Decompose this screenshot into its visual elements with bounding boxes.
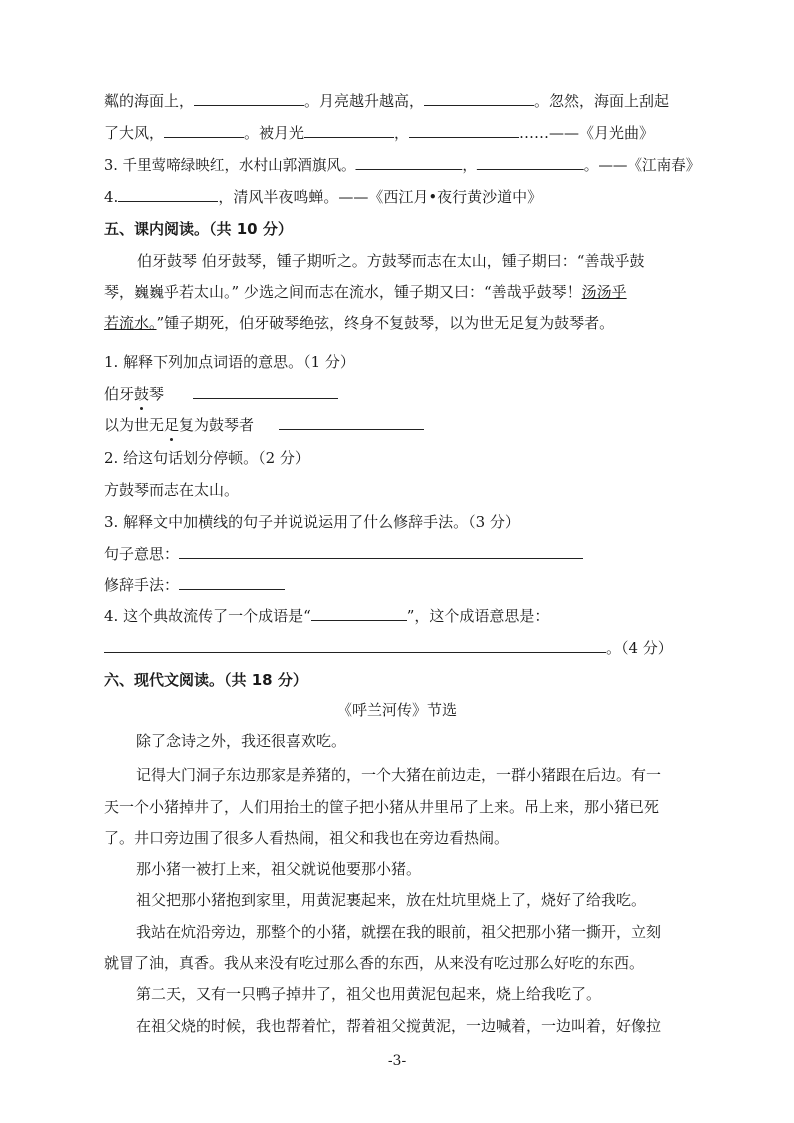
poem-line-3 — [104, 155, 700, 175]
answer-blank[interactable] — [193, 384, 338, 399]
q3-rhetoric — [104, 575, 285, 595]
q2-sentence: 方鼓琴而志在太山。 — [104, 481, 240, 499]
text: ”，这个成语意思是： — [406, 607, 550, 625]
text: 句子意思： — [104, 545, 180, 563]
paragraph-line: 就冒了油，真香。我从来没有吃过那么香的东西，从来没有吃过那么好吃的东西。 — [104, 954, 645, 972]
text: 。月亮越升越高， — [304, 92, 425, 110]
answer-blank[interactable] — [194, 91, 304, 106]
underlined-sentence: 汤汤乎 — [581, 283, 627, 301]
underlined-sentence: 若流水。 — [104, 314, 157, 332]
text: 伯牙 — [104, 385, 135, 403]
text: 。（4 分） — [606, 639, 673, 657]
text: 。被月光 — [244, 124, 305, 142]
text: ，清风半夜鸣蝉。——《西江月•夜行黄沙道中》 — [218, 188, 543, 206]
passage-title: 《呼兰河传》节选 — [336, 701, 457, 719]
passage-line-2 — [104, 282, 627, 302]
passage-line-3 — [104, 313, 614, 333]
section-5-heading: 五、课内阅读。（共 10 分） — [104, 220, 293, 238]
text: 琴 — [149, 385, 165, 403]
q4-answer — [104, 638, 673, 658]
paragraph-line: 那小猪一被打上来，祖父就说他要那小猪。 — [136, 860, 422, 878]
page-number: -3- — [387, 1053, 407, 1069]
answer-blank[interactable] — [179, 575, 285, 590]
section-6-heading: 六、现代文阅读。（共 18 分） — [104, 671, 308, 689]
text: 。——《江南春》 — [583, 156, 701, 174]
answer-blank[interactable] — [179, 544, 583, 559]
text: ”锺子期死，伯牙破琴绝弦，终身不复鼓琴，以为世无足复为鼓琴者。 — [156, 314, 615, 332]
text: 琴，巍巍乎若太山。” 少选之间而志在流水，锺子期又曰：“善哉乎鼓琴！ — [104, 283, 582, 301]
passage-line-1 — [137, 251, 644, 271]
text: ， — [394, 124, 410, 142]
answer-blank[interactable] — [424, 91, 534, 106]
answer-blank[interactable] — [409, 123, 519, 138]
question-3: 3. 解释文中加横线的句子并说说运用了什么修辞手法。（3 分） — [104, 513, 520, 531]
text: ， — [462, 156, 477, 174]
text: 。忽然，海面上刮起 — [534, 92, 670, 110]
text: 4. — [104, 188, 119, 206]
dotted-char: 鼓 — [134, 385, 150, 403]
answer-blank[interactable] — [164, 123, 244, 138]
paragraph-line: 祖父把那小猪抱到家里，用黄泥裹起来，放在灶坑里烧上了，烧好了给我吃。 — [136, 891, 647, 909]
paragraph-line: 在祖父烧的时候，我也帮着忙，帮着祖父搅黄泥，一边喊着，一边叫着，好像拉 — [136, 1017, 662, 1035]
paragraph-line: 记得大门洞子东边那家是养猪的，一个大猪在前边走，一群小猪跟在后边。有一 — [136, 766, 662, 784]
answer-blank[interactable] — [104, 638, 606, 653]
paragraph-line: 第二天，又有一只鸭子掉井了，祖父也用黄泥包起来，烧上给我吃了。 — [136, 985, 602, 1003]
answer-blank[interactable] — [477, 155, 584, 170]
text: 了大风， — [104, 124, 165, 142]
text: 3. 千里莺啼绿映红，水村山郭酒旗风。 — [104, 156, 356, 174]
paragraph-line: 天一个小猪掉井了，人们用抬土的筐子把小猪从井里吊了上来。吊上来，那小猪已死 — [104, 798, 660, 816]
q1-item-1 — [104, 384, 338, 404]
answer-blank[interactable] — [304, 123, 394, 138]
question-1: 1. 解释下列加点词语的意思。（1 分） — [104, 353, 355, 371]
poem-line-1 — [104, 91, 669, 111]
dotted-char: 足 — [164, 416, 180, 434]
question-4 — [104, 606, 549, 626]
text: 修辞手法： — [104, 576, 180, 594]
q3-meaning — [104, 544, 583, 564]
text: ……——《月光曲》 — [519, 124, 655, 142]
text: 粼的海面上， — [104, 92, 195, 110]
poem-line-4 — [104, 187, 542, 207]
answer-blank[interactable] — [356, 155, 463, 170]
paragraph-line: 除了念诗之外，我还很喜欢吃。 — [136, 732, 347, 750]
answer-blank[interactable] — [118, 187, 218, 202]
text: 复为鼓琴者 — [179, 416, 255, 434]
answer-blank[interactable] — [279, 415, 424, 430]
poem-line-2 — [104, 123, 654, 143]
answer-blank[interactable] — [311, 606, 407, 621]
paragraph-line: 我站在炕沿旁边，那整个的小猪，就摆在我的眼前，祖父把那小猪一撕开，立刻 — [136, 923, 662, 941]
text: 伯牙鼓琴 伯牙鼓琴，锺子期听之。方鼓琴而志在太山，锺子期曰：“善哉乎鼓 — [137, 252, 645, 270]
text: 4. 这个典故流传了一个成语是“ — [104, 607, 311, 625]
q1-item-2 — [104, 415, 424, 435]
question-2: 2. 给这句话划分停顿。（2 分） — [104, 449, 310, 467]
paragraph-line: 了。井口旁边围了很多人看热闹，祖父和我也在旁边看热闹。 — [104, 829, 510, 847]
text: 以为世无 — [104, 416, 165, 434]
